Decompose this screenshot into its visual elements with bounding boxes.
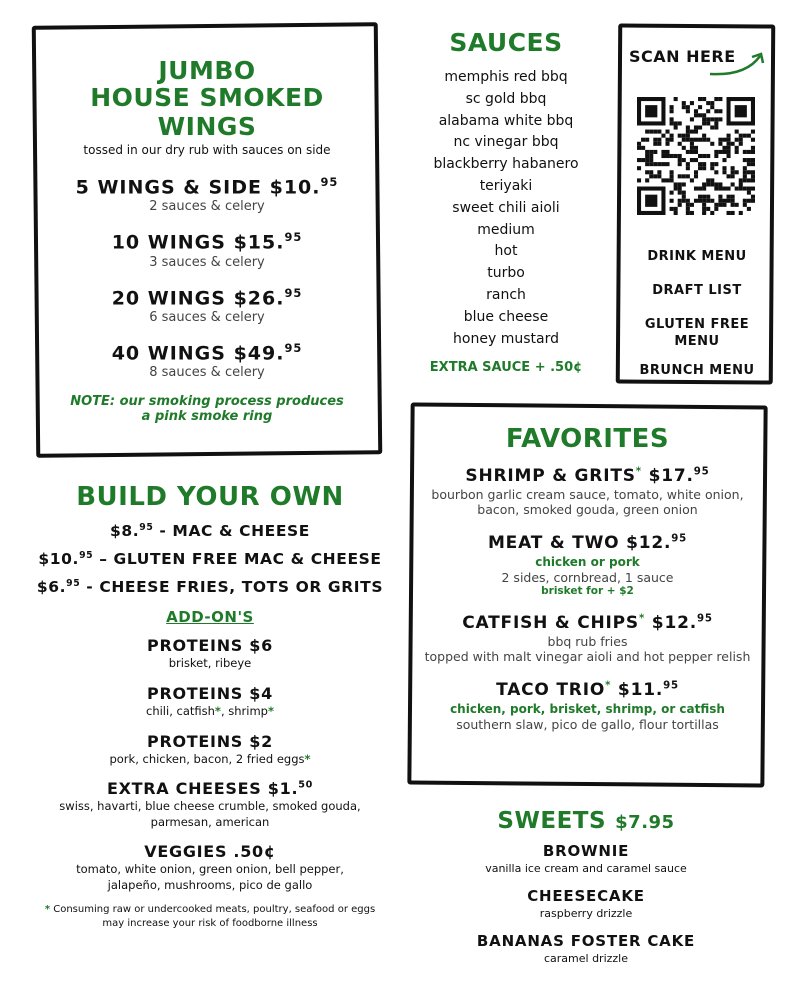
price-cents: 95 — [696, 613, 713, 625]
price-cents: 95 — [320, 175, 339, 189]
sweet-name: BROWNIE — [542, 842, 630, 860]
sweets-section — [420, 808, 752, 965]
sweet-item — [420, 842, 752, 875]
wing-item — [40, 230, 374, 269]
menu-link[interactable]: DRINK MENU — [647, 249, 747, 264]
qr-code[interactable] — [637, 96, 755, 216]
favorite-item — [414, 680, 761, 732]
sauce-item: memphis red bbq — [444, 69, 568, 85]
build-section — [20, 482, 400, 930]
star-icon: * — [304, 751, 311, 766]
wing-item-desc: 2 sauces & celery — [149, 199, 265, 215]
addon-item — [20, 636, 400, 672]
addon-desc: tomato, white onion, green onion, bell pepper, jalapeño, mushrooms, pico de gallo — [76, 862, 344, 892]
sauce-item: sc gold bbq — [465, 90, 547, 107]
sauce-item: sweet chili aioli — [452, 199, 560, 216]
star-icon: * — [638, 613, 646, 625]
wing-item-name: 10 WINGS $15.95 — [111, 230, 303, 254]
star-icon: * — [267, 703, 274, 718]
disclaimer — [20, 903, 400, 930]
favorite-desc: 2 sides, cornbread, 1 sauce — [501, 570, 674, 585]
sweets-title: SWEETS — [497, 808, 607, 834]
arrow-icon — [708, 50, 768, 80]
favorite-upcharge: brisket for + $2 — [541, 585, 634, 597]
scan-label: SCAN HERE — [629, 47, 736, 66]
favorite-options: chicken or pork — [535, 555, 640, 569]
disclaimer-line1: Consuming raw or undercooked meats, poultry, seafood or eggs — [53, 904, 376, 916]
star-icon: * — [214, 703, 221, 718]
favorite-desc: bbq rub fries — [547, 634, 628, 649]
favorite-item-name: CATFISH & CHIPS* $12.95 — [462, 613, 713, 633]
sauce-item: blackberry habanero — [433, 156, 579, 173]
addons-title: ADD-ON'S — [166, 608, 254, 627]
favorite-desc: bourbon garlic cream sauce, tomato, white onion, — [431, 487, 744, 502]
price-cents: 95 — [284, 230, 303, 245]
sweet-name: BANANAS FOSTER CAKE — [476, 932, 696, 950]
favorite-item-name: TACO TRIO* $11.95 — [496, 680, 679, 700]
wing-item — [40, 286, 374, 325]
base-item: $8.95 - MAC & CHEESE — [109, 522, 310, 541]
extra-sauce: EXTRA SAUCE + .50¢ — [429, 360, 583, 376]
favorite-desc: southern slaw, pico de gallo, flour tortillas — [456, 717, 719, 732]
wing-item-name: 20 WINGS $26.95 — [111, 285, 303, 309]
sauce-item: honey mustard — [453, 330, 559, 347]
base-item: $6.95 - CHEESE FRIES, TOTS OR GRITS — [36, 578, 384, 597]
addon-item — [20, 842, 400, 893]
star-icon: * — [635, 466, 642, 478]
addon-name: PROTEINS $4 — [147, 683, 273, 703]
wing-item-name: 5 WINGS & SIDE $10.95 — [75, 175, 339, 199]
price-cents: 50 — [298, 779, 313, 791]
addon-desc: brisket, ribeye — [168, 656, 252, 671]
star-icon: * — [605, 680, 612, 692]
sweet-desc: raspberry drizzle — [539, 907, 633, 920]
addon-name: PROTEINS $2 — [147, 731, 273, 751]
wings-note-line1: NOTE: our smoking process produces — [70, 394, 344, 410]
wing-item-name: 40 WINGS $49.95 — [111, 340, 303, 365]
sweets-price: $7.95 — [615, 812, 675, 833]
wings-note-line2: a pink smoke ring — [141, 409, 273, 425]
addon-name: VEGGIES .50¢ — [144, 842, 276, 862]
star-icon: * — [44, 904, 51, 916]
addon-item — [20, 732, 400, 768]
sweets-heading — [420, 808, 752, 834]
base-item: $10.95 – GLUTEN FREE MAC & CHEESE — [38, 550, 382, 569]
sweet-item — [420, 932, 752, 965]
disclaimer-line2: may increase your risk of foodborne illness — [102, 917, 318, 929]
sauce-item: nc vinegar bbq — [453, 134, 559, 151]
wings-title-line2: HOUSE SMOKED WINGS — [90, 83, 324, 141]
wings-title-line1: JUMBO — [158, 56, 256, 85]
sauce-item: blue cheese — [463, 308, 549, 325]
price-cents: 95 — [139, 522, 154, 533]
favorite-item-name: MEAT & TWO $12.95 — [487, 533, 688, 553]
menu-link[interactable]: GLUTEN FREE MENU — [644, 317, 750, 349]
sweet-item — [420, 887, 752, 920]
sauce-item: hot — [494, 243, 518, 260]
sauce-item: turbo — [487, 265, 525, 282]
addon-name: EXTRA CHEESES $1.50 — [106, 779, 313, 799]
price-cents: 95 — [66, 578, 81, 590]
favorite-desc: bacon, smoked gouda, green onion — [477, 502, 698, 517]
addon-item — [20, 684, 400, 720]
favorite-desc: topped with malt vinegar aioli and hot pepper relish — [424, 649, 751, 664]
menu-link[interactable]: BRUNCH MENU — [639, 363, 755, 378]
build-title: BUILD YOUR OWN — [76, 482, 344, 512]
price-cents: 95 — [693, 466, 710, 478]
favorites-section — [414, 424, 761, 732]
price-cents: 95 — [663, 680, 679, 692]
sweet-name: CHEESECAKE — [527, 887, 645, 905]
addon-desc: pork, chicken, bacon, 2 fried eggs* — [109, 751, 311, 766]
menu-link[interactable]: DRAFT LIST — [652, 283, 742, 298]
favorite-item-name: SHRIMP & GRITS* $17.95 — [465, 466, 710, 486]
sauce-item: ranch — [486, 286, 526, 303]
wing-item-desc: 8 sauces & celery — [149, 365, 265, 381]
scan-links — [624, 248, 770, 396]
price-cents: 95 — [284, 340, 303, 355]
sauces-title: SAUCES — [449, 28, 563, 57]
favorite-item — [414, 466, 761, 517]
addon-item — [20, 779, 400, 830]
sauce-item: alabama white bbq — [438, 112, 574, 129]
wing-item-desc: 3 sauces & celery — [149, 254, 265, 270]
price-cents: 95 — [671, 533, 688, 545]
sauces-section — [410, 28, 602, 375]
price-cents: 95 — [284, 285, 303, 300]
addon-desc: chili, catfish*, shrimp* — [146, 703, 274, 718]
sauce-item: medium — [477, 221, 535, 238]
wings-section — [40, 56, 374, 424]
sweet-desc: vanilla ice cream and caramel sauce — [485, 862, 687, 875]
favorite-item — [414, 613, 761, 664]
addon-desc: swiss, havarti, blue cheese crumble, smoked gouda, parmesan, american — [59, 799, 361, 829]
favorites-title: FAVORITES — [505, 424, 670, 454]
addon-name: PROTEINS $6 — [147, 636, 273, 656]
price-cents: 95 — [79, 550, 94, 562]
wing-item — [40, 341, 374, 380]
wing-item-desc: 6 sauces & celery — [149, 309, 265, 325]
wings-subtitle: tossed in our dry rub with sauces on side — [83, 143, 331, 157]
favorite-item — [414, 533, 761, 597]
sweet-desc: caramel drizzle — [543, 952, 629, 965]
sauce-item: teriyaki — [479, 177, 533, 194]
wing-item — [40, 175, 374, 214]
favorite-options: chicken, pork, brisket, shrimp, or catfish — [450, 702, 725, 716]
